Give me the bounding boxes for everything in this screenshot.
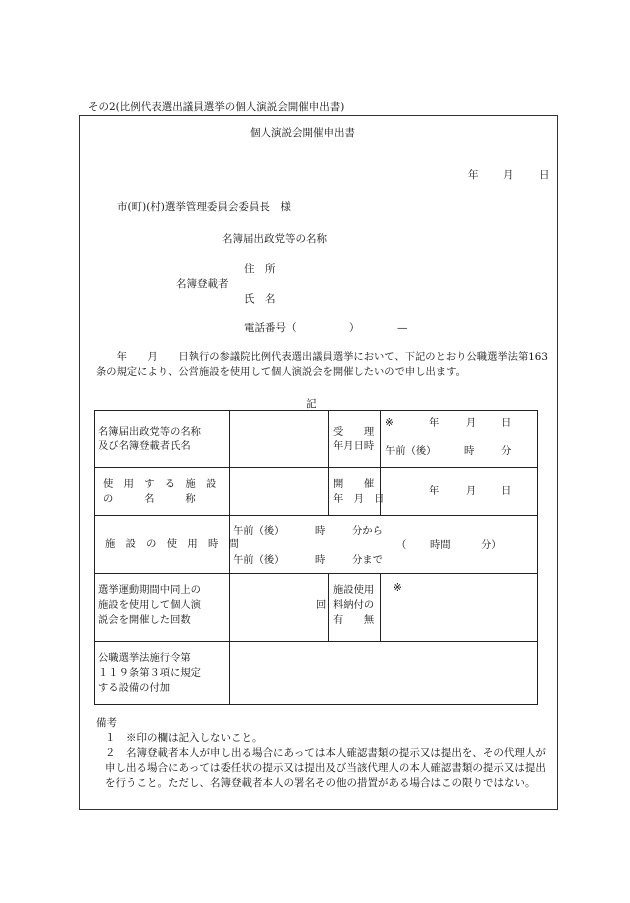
count-unit-label: 回	[316, 599, 327, 611]
table-row	[95, 574, 538, 642]
row-label: 選挙運動期間中同上の	[98, 584, 201, 596]
party-registrant-input[interactable]	[230, 411, 329, 468]
equipment-label-cell	[95, 642, 230, 705]
from-ampm-label: 午前（後）	[233, 525, 285, 537]
ampm-label: 午前（後）	[385, 445, 437, 457]
row-label: 及び名簿登載者氏名	[98, 440, 191, 452]
month-label: 月	[466, 485, 477, 497]
row-label: 施 設 の 使 用 時 間	[105, 538, 239, 550]
row-label: 名簿届出政党等の名称	[98, 426, 201, 438]
row-label: 有 無	[333, 614, 375, 626]
fee-paid-cell[interactable]	[381, 574, 538, 642]
receipt-label-cell	[329, 411, 381, 468]
date-year: 年	[468, 169, 479, 181]
party-name-label: 名簿届出政党等の名称	[222, 233, 327, 245]
ki-heading: 記	[306, 398, 317, 410]
table-row	[95, 468, 538, 516]
facility-name-input[interactable]	[230, 468, 329, 516]
row-label: 年 月 日	[333, 493, 385, 505]
row-label: 公職選挙法施行令第	[98, 652, 191, 664]
row-label: 料納付の	[333, 599, 375, 611]
party-registrant-label-cell	[95, 411, 230, 468]
row-label: 施設使用	[333, 584, 375, 596]
event-date-cell[interactable]	[381, 468, 538, 516]
registrant-label: 名簿登載者	[176, 278, 229, 290]
duration-minute-label: 分）	[481, 539, 502, 551]
form-header: その2(比例代表選出議員選挙の個人演説会開催申出書)	[88, 101, 345, 113]
date-month: 月	[503, 169, 514, 181]
hour-label: 時	[464, 445, 475, 457]
table-row	[95, 642, 538, 705]
event-date-label-cell	[329, 468, 385, 516]
notes-heading: 備考	[96, 717, 117, 729]
from-minute-label: 分から	[352, 525, 383, 537]
to-hour-label: 時	[315, 554, 326, 566]
row-label: 受 理	[333, 426, 375, 438]
row-label: する設備の付加	[98, 682, 171, 694]
usage-time-label-cell	[95, 516, 239, 574]
body-text: 年 月 日執行の参議院比例代表選出議員選挙において、下記のとおり公職選挙法第163条の規定により、公営施設を使用して個人演説会を開催したいので申し出ます。	[96, 351, 548, 378]
phone-close-paren: ）	[349, 322, 360, 334]
application-table	[94, 410, 538, 705]
month-label: 月	[466, 417, 477, 429]
from-hour-label: 時	[315, 525, 326, 537]
year-label: 年	[429, 417, 440, 429]
note-item: ２ 名簿登載者本人が申し出る場合にあっては本人確認書類の提示又は提出を、その代理人が申し出る場合にあっては委任状の提示又は提出及び当該代理人の本人確認書類の提示又は提出を行うこと。ただし、名簿登載者本人の署名その他の措置がある場合はこの限りではない。	[105, 747, 546, 789]
to-ampm-label: 午前（後）	[233, 554, 285, 566]
table-row	[95, 411, 538, 468]
row-label: 年月日時	[333, 440, 375, 452]
past-count-input[interactable]	[230, 574, 329, 642]
day-label: 日	[501, 485, 512, 497]
row-label: 説会を開催した回数	[98, 614, 191, 626]
row-label: 開 催	[333, 478, 375, 490]
duration-hour-label: 時間	[430, 539, 451, 551]
note-item: １ ※印の欄は記入しないこと。	[105, 732, 263, 744]
address-label: 住 所	[244, 263, 276, 275]
phone-label: 電話番号（	[244, 322, 297, 334]
past-count-label-cell	[95, 574, 230, 642]
usage-time-cell[interactable]	[230, 516, 538, 574]
asterisk-mark: ※	[393, 582, 402, 594]
facility-label-cell	[95, 468, 230, 516]
row-label: の 名 称	[103, 493, 196, 505]
asterisk-mark: ※	[385, 417, 394, 429]
to-minute-label: 分まで	[352, 554, 383, 566]
year-label: 年	[429, 485, 440, 497]
row-label: 施設を使用して個人演	[98, 599, 201, 611]
minute-label: 分	[501, 445, 512, 457]
name-label: 氏 名	[244, 293, 276, 305]
addressee: 市(町)(村)選挙管理委員会委員長 様	[117, 201, 291, 213]
day-label: 日	[501, 417, 512, 429]
phone-dash: —	[397, 322, 408, 334]
row-label: 使 用 す る 施 設	[103, 478, 217, 490]
date-day: 日	[539, 169, 550, 181]
fee-paid-label-cell	[329, 574, 381, 642]
table-row	[95, 516, 538, 574]
row-label: １１９条第３項に規定	[98, 667, 201, 679]
form-title: 個人演説会開催申出書	[250, 127, 355, 139]
receipt-datetime-cell[interactable]	[381, 411, 538, 468]
duration-open-paren: （	[396, 539, 407, 551]
equipment-input[interactable]	[230, 642, 538, 705]
